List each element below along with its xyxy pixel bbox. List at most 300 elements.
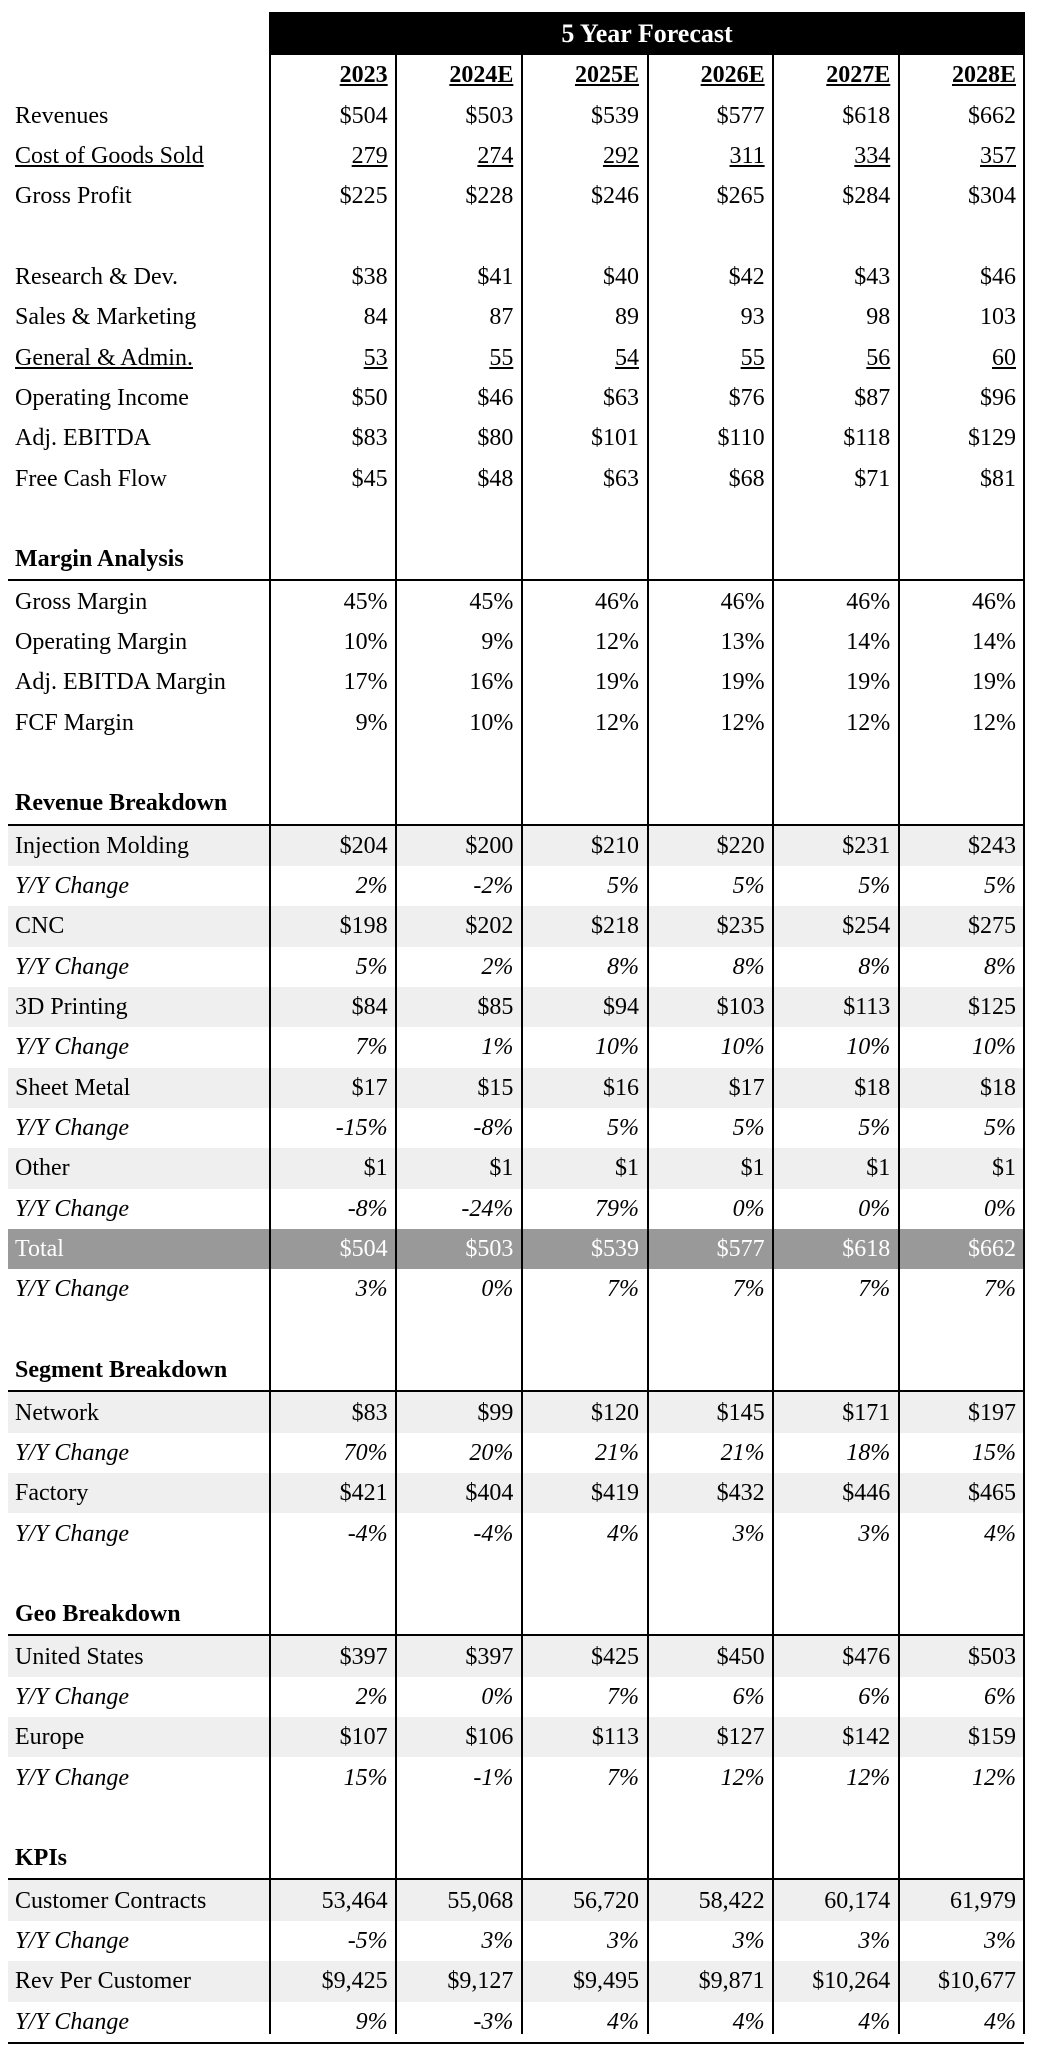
value-cell: $42 [728, 263, 765, 290]
value-cell: 56 [866, 344, 891, 371]
row-label: Adj. EBITDA [15, 425, 151, 452]
value-cell: $231 [773, 825, 899, 866]
table-row [8, 1961, 1024, 2001]
value-cell: $18 [898, 1068, 1024, 1108]
value-cell: $275 [898, 906, 1024, 946]
value-cell [898, 743, 1024, 783]
value-cell: -2% [473, 873, 514, 900]
value-cell: 8% [984, 953, 1016, 980]
column-border [647, 55, 649, 2034]
value-cell: $9,127 [396, 1961, 522, 2001]
value-cell: 6% [858, 1683, 891, 1710]
value-cell: $202 [396, 906, 522, 946]
value-cell: 10% [720, 1034, 765, 1061]
value-cell [396, 783, 522, 824]
value-cell: 9% [481, 628, 514, 655]
value-cell: $10,264 [773, 1961, 899, 2001]
value-cell [898, 783, 1024, 824]
value-cell: 274 [477, 142, 514, 169]
value-cell: 93 [740, 304, 765, 331]
row-label: Revenue Breakdown [15, 790, 228, 817]
row-label: Injection Molding [8, 825, 270, 866]
value-cell: $503 [396, 1229, 522, 1269]
value-cell: 5% [984, 873, 1016, 900]
value-cell: 7% [732, 1276, 765, 1303]
value-cell: $18 [773, 1068, 899, 1108]
value-cell: 0% [984, 1195, 1016, 1222]
row-label: Adj. EBITDA Margin [15, 669, 226, 696]
value-cell: $40 [602, 263, 639, 290]
value-cell [270, 1594, 396, 1635]
table-row [8, 1635, 1024, 1676]
value-cell: 53 [363, 344, 388, 371]
value-cell: $85 [396, 987, 522, 1027]
value-cell: 7% [606, 1764, 639, 1791]
table-row [8, 1838, 1024, 1879]
value-cell: $1 [898, 1148, 1024, 1188]
value-cell [521, 1798, 647, 1838]
value-cell: 292 [602, 142, 639, 169]
value-cell [647, 499, 773, 539]
value-cell [647, 1798, 773, 1838]
value-cell [773, 1350, 899, 1391]
value-cell: $118 [843, 425, 891, 452]
value-cell: 3% [606, 1927, 639, 1954]
column-border [898, 55, 900, 2034]
value-cell: 3% [481, 1927, 514, 1954]
table-row [8, 2002, 1024, 2043]
value-cell [773, 1798, 899, 1838]
value-cell [647, 1554, 773, 1594]
value-cell [773, 1554, 899, 1594]
value-cell [521, 1554, 647, 1594]
row-label: Rev Per Customer [8, 1961, 270, 2001]
table-row [8, 418, 1024, 458]
value-cell: $125 [898, 987, 1024, 1027]
value-cell [773, 499, 899, 539]
row-label: Y/Y Change [15, 1520, 130, 1547]
value-cell: 4% [984, 1520, 1016, 1547]
value-cell: 6% [984, 1683, 1016, 1710]
year-header: 2024E [449, 62, 514, 89]
value-cell: 8% [858, 953, 891, 980]
table-row [8, 1433, 1024, 1473]
value-cell: $419 [521, 1473, 647, 1513]
year-header: 2023 [339, 62, 388, 89]
value-cell: $87 [854, 384, 891, 411]
table-row [8, 783, 1024, 824]
row-label: KPIs [15, 1845, 68, 1872]
spacer-row [8, 1554, 1024, 1594]
value-cell: $106 [396, 1717, 522, 1757]
value-cell: 7% [858, 1276, 891, 1303]
table-row [8, 1148, 1024, 1188]
table-row [8, 1594, 1024, 1635]
value-cell: 53,464 [270, 1879, 396, 1920]
value-cell: $68 [728, 465, 765, 492]
value-cell: $228 [465, 183, 514, 210]
row-label: Y/Y Change [8, 2002, 270, 2043]
value-cell: $110 [717, 425, 765, 452]
value-cell [647, 1350, 773, 1391]
value-cell: $504 [270, 1229, 396, 1269]
row-label: Segment Breakdown [15, 1357, 228, 1384]
value-cell: 3% [858, 1520, 891, 1547]
value-cell: $120 [521, 1391, 647, 1432]
row-label: FCF Margin [15, 709, 134, 736]
value-cell: $46 [980, 263, 1016, 290]
value-cell: $16 [521, 1068, 647, 1108]
value-cell: 5% [732, 873, 765, 900]
value-cell: 19% [972, 669, 1016, 696]
row-label: Y/Y Change [15, 953, 130, 980]
value-cell: $218 [521, 906, 647, 946]
value-cell [773, 743, 899, 783]
value-cell: 12% [594, 628, 639, 655]
forecast-table [8, 55, 1024, 2044]
spacer-row [8, 499, 1024, 539]
value-cell: 70% [343, 1439, 388, 1466]
value-cell: 3% [858, 1927, 891, 1954]
value-cell: $99 [396, 1391, 522, 1432]
row-label: Y/Y Change [15, 1927, 130, 1954]
row-label: CNC [8, 906, 270, 946]
value-cell: $1 [396, 1148, 522, 1188]
column-border [269, 12, 271, 2034]
table-row [8, 1350, 1024, 1391]
value-cell: 20% [469, 1439, 514, 1466]
table-row [8, 1879, 1024, 1920]
value-cell: 54 [614, 344, 639, 371]
row-label: Gross Profit [15, 183, 132, 210]
value-cell [521, 1838, 647, 1879]
value-cell: 7% [606, 1683, 639, 1710]
value-cell [521, 783, 647, 824]
value-cell: 18% [846, 1439, 891, 1466]
row-label [8, 1798, 270, 1838]
value-cell: 5% [355, 953, 388, 980]
value-cell [898, 1838, 1024, 1879]
value-cell: 10% [469, 709, 514, 736]
value-cell [396, 1798, 522, 1838]
value-cell: $171 [773, 1391, 899, 1432]
value-cell: $304 [968, 183, 1016, 210]
value-cell: $9,495 [521, 1961, 647, 2001]
column-border [521, 55, 523, 2034]
value-cell: -4% [473, 1520, 514, 1547]
value-cell: $63 [602, 465, 639, 492]
value-cell [773, 1310, 899, 1350]
value-cell: 9% [355, 709, 388, 736]
value-cell: $142 [773, 1717, 899, 1757]
value-cell: $107 [270, 1717, 396, 1757]
row-label: Y/Y Change [15, 1195, 130, 1222]
column-border [1023, 12, 1025, 2034]
value-cell [898, 1350, 1024, 1391]
table-row [8, 1391, 1024, 1432]
value-cell [773, 1594, 899, 1635]
value-cell [396, 1554, 522, 1594]
value-cell: 12% [594, 709, 639, 736]
table-row [8, 906, 1024, 946]
value-cell: 21% [594, 1439, 639, 1466]
value-cell: 56,720 [521, 1879, 647, 1920]
value-cell: 10% [972, 1034, 1016, 1061]
value-cell: 60,174 [773, 1879, 899, 1920]
value-cell: 14% [846, 628, 891, 655]
value-cell: $539 [521, 1229, 647, 1269]
value-cell: $129 [968, 425, 1016, 452]
value-cell: $83 [351, 425, 388, 452]
row-label: Revenues [15, 102, 109, 129]
value-cell: $17 [270, 1068, 396, 1108]
row-label: Factory [8, 1473, 270, 1513]
table-row [8, 458, 1024, 498]
value-cell: $421 [270, 1473, 396, 1513]
value-cell: $200 [396, 825, 522, 866]
value-cell [270, 1310, 396, 1350]
value-cell: -24% [461, 1195, 514, 1222]
value-cell: $220 [647, 825, 773, 866]
value-cell: $198 [270, 906, 396, 946]
value-cell: $45 [351, 465, 388, 492]
value-cell: $83 [270, 1391, 396, 1432]
year-header: 2027E [826, 62, 891, 89]
value-cell: 12% [972, 1764, 1016, 1791]
value-cell [521, 539, 647, 580]
value-cell: 12% [720, 709, 765, 736]
value-cell: $1 [773, 1148, 899, 1188]
value-cell [647, 783, 773, 824]
value-cell [521, 1310, 647, 1350]
value-cell [396, 1310, 522, 1350]
value-cell: $113 [773, 987, 899, 1027]
value-cell: $145 [647, 1391, 773, 1432]
value-cell: $504 [339, 102, 388, 129]
value-cell: $159 [898, 1717, 1024, 1757]
value-cell: $476 [773, 1635, 899, 1676]
year-header: 2026E [700, 62, 765, 89]
row-label: Operating Income [15, 384, 189, 411]
value-cell: 3% [732, 1520, 765, 1547]
value-cell: $662 [898, 1229, 1024, 1269]
table-row [8, 1108, 1024, 1148]
value-cell [898, 1554, 1024, 1594]
spacer-row [8, 1798, 1024, 1838]
row-label: Research & Dev. [15, 263, 179, 290]
value-cell: $397 [270, 1635, 396, 1676]
value-cell: 10% [343, 628, 388, 655]
value-cell: $446 [773, 1473, 899, 1513]
value-cell: $50 [351, 384, 388, 411]
value-cell: 60 [992, 344, 1016, 371]
value-cell: 15% [343, 1764, 388, 1791]
table-row [8, 866, 1024, 906]
value-cell [521, 743, 647, 783]
table-row [8, 1717, 1024, 1757]
value-cell: $15 [396, 1068, 522, 1108]
corner-cell [8, 55, 270, 95]
value-cell: 0% [481, 1276, 514, 1303]
value-cell: $1 [270, 1148, 396, 1188]
row-label: Y/Y Change [15, 1115, 130, 1142]
row-label: Y/Y Change [15, 1276, 130, 1303]
value-cell: 103 [980, 304, 1016, 331]
value-cell [898, 499, 1024, 539]
value-cell: $243 [898, 825, 1024, 866]
value-cell [396, 1838, 522, 1879]
value-cell [521, 499, 647, 539]
row-label: Total [8, 1229, 270, 1269]
table-row [8, 1027, 1024, 1067]
table-row [8, 947, 1024, 987]
value-cell: 8% [606, 953, 639, 980]
value-cell: 19% [846, 669, 891, 696]
row-label: Cost of Goods Sold [15, 142, 204, 169]
table-row [8, 1677, 1024, 1717]
value-cell: -4% [347, 1520, 388, 1547]
value-cell [773, 216, 899, 256]
value-cell: 311 [729, 142, 765, 169]
value-cell [647, 1310, 773, 1350]
table-row [8, 1513, 1024, 1553]
value-cell: $465 [898, 1473, 1024, 1513]
row-label: Operating Margin [15, 628, 188, 655]
value-cell: 8% [732, 953, 765, 980]
row-label: Customer Contracts [8, 1879, 270, 1920]
value-cell [773, 539, 899, 580]
value-cell: 3% [984, 1927, 1016, 1954]
value-cell: $80 [477, 425, 514, 452]
value-cell: 87 [489, 304, 514, 331]
value-cell: $662 [968, 102, 1016, 129]
value-cell: $84 [270, 987, 396, 1027]
spacer-row [8, 743, 1024, 783]
value-cell [521, 1350, 647, 1391]
table-row [8, 825, 1024, 866]
value-cell [396, 499, 522, 539]
value-cell: $9,425 [270, 1961, 396, 2001]
value-cell: $225 [339, 183, 388, 210]
value-cell [396, 539, 522, 580]
value-cell: 15% [972, 1439, 1016, 1466]
value-cell [396, 216, 522, 256]
value-cell: 55 [740, 344, 765, 371]
value-cell: $9,871 [647, 1961, 773, 2001]
table-row [8, 703, 1024, 743]
value-cell [270, 783, 396, 824]
table-row [8, 622, 1024, 662]
value-cell: $1 [647, 1148, 773, 1188]
value-cell: 79% [594, 1195, 639, 1222]
row-label [8, 743, 270, 783]
value-cell: $235 [647, 906, 773, 946]
value-cell: $204 [270, 825, 396, 866]
table-row [8, 1757, 1024, 1797]
value-cell [898, 1594, 1024, 1635]
value-cell: $397 [396, 1635, 522, 1676]
value-cell: $254 [773, 906, 899, 946]
value-cell: $618 [842, 102, 891, 129]
value-cell: 46% [521, 580, 647, 621]
value-cell: 13% [720, 628, 765, 655]
value-cell: 5% [858, 1115, 891, 1142]
value-cell: -8% [473, 1115, 514, 1142]
value-cell: 0% [732, 1195, 765, 1222]
table-row [8, 539, 1024, 580]
value-cell [270, 743, 396, 783]
value-cell: 98 [866, 304, 891, 331]
table-row [8, 1269, 1024, 1309]
value-cell: 10% [846, 1034, 891, 1061]
value-cell: $43 [854, 263, 891, 290]
table-row [8, 297, 1024, 337]
value-cell [647, 216, 773, 256]
value-cell: 14% [972, 628, 1016, 655]
value-cell [647, 539, 773, 580]
value-cell [898, 1798, 1024, 1838]
value-cell: 19% [594, 669, 639, 696]
value-cell: $284 [842, 183, 891, 210]
value-cell [270, 216, 396, 256]
value-cell [521, 1594, 647, 1635]
value-cell: -15% [335, 1115, 388, 1142]
value-cell: 3% [355, 1276, 388, 1303]
value-cell: 4% [898, 2002, 1024, 2043]
table-row [8, 378, 1024, 418]
value-cell: 334 [854, 142, 891, 169]
value-cell: 5% [858, 873, 891, 900]
value-cell: $577 [716, 102, 765, 129]
value-cell: 0% [481, 1683, 514, 1710]
value-cell: $48 [477, 465, 514, 492]
value-cell: $539 [590, 102, 639, 129]
value-cell: 46% [898, 580, 1024, 621]
value-cell [898, 216, 1024, 256]
table-row [8, 987, 1024, 1027]
value-cell: 17% [343, 669, 388, 696]
row-label [8, 1554, 270, 1594]
value-cell: $10,677 [898, 1961, 1024, 2001]
value-cell [647, 1594, 773, 1635]
value-cell: 4% [606, 1520, 639, 1547]
row-label: Y/Y Change [15, 873, 130, 900]
value-cell: $94 [521, 987, 647, 1027]
forecast-title: 5 Year Forecast [270, 12, 1024, 55]
value-cell [396, 1350, 522, 1391]
row-label: General & Admin. [15, 344, 193, 371]
value-cell: $404 [396, 1473, 522, 1513]
value-cell: 2% [355, 1683, 388, 1710]
table-row [8, 95, 1024, 135]
value-cell: $450 [647, 1635, 773, 1676]
value-cell: 4% [773, 2002, 899, 2043]
value-cell: $46 [477, 384, 514, 411]
spacer-row [8, 1310, 1024, 1350]
value-cell: 19% [720, 669, 765, 696]
value-cell: 7% [355, 1034, 388, 1061]
row-label: Gross Margin [8, 580, 270, 621]
value-cell: 7% [606, 1276, 639, 1303]
value-cell: 10% [594, 1034, 639, 1061]
value-cell: 7% [984, 1276, 1016, 1303]
table-row [8, 176, 1024, 216]
year-header: 2028E [951, 62, 1016, 89]
value-cell: 61,979 [898, 1879, 1024, 1920]
value-cell: 46% [647, 580, 773, 621]
value-cell: $41 [477, 263, 514, 290]
value-cell: 2% [481, 953, 514, 980]
